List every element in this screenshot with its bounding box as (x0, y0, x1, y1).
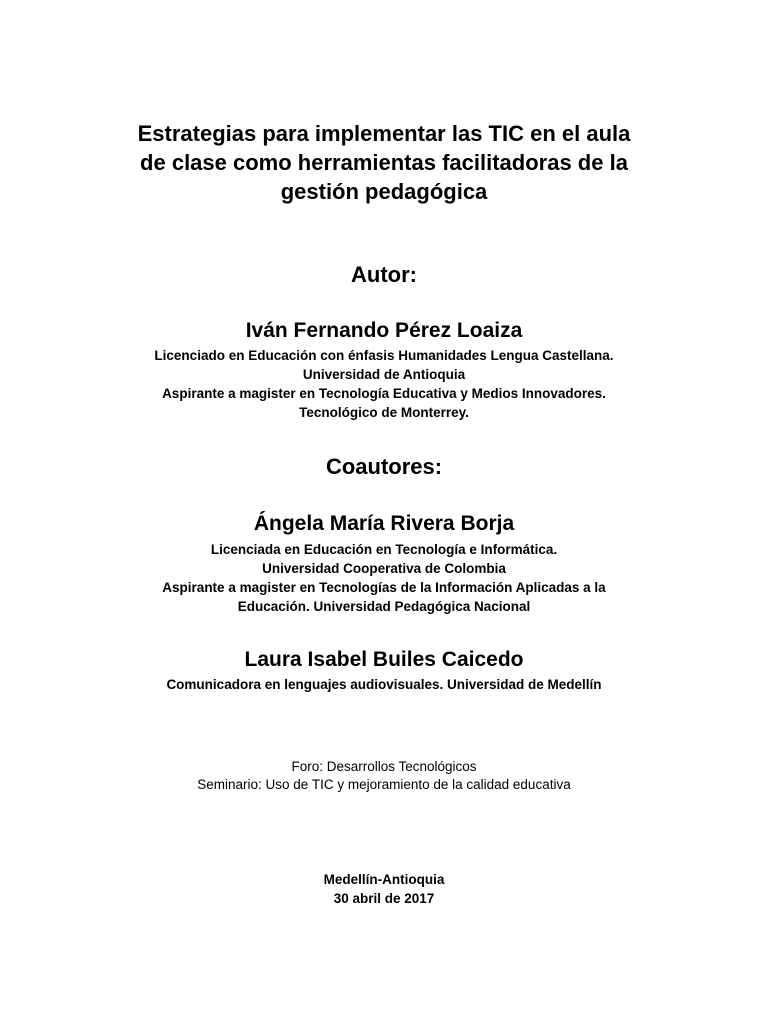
credential-line: Aspirante a magister en Tecnologías de la Información Aplicadas a la (162, 580, 606, 595)
credential-line: Educación. Universidad Pedagógica Nacional (237, 599, 531, 614)
credential-line: Aspirante a magister en Tecnología Educativa y Medios Innovadores. (162, 386, 606, 401)
title-line: de clase como herramientas facilitadoras de la (140, 150, 628, 175)
title-line: Estrategias para implementar las TIC en el aula (137, 121, 631, 146)
place-date (0, 870, 768, 908)
credential-line: Licenciado en Educación con énfasis Humanidades Lengua Castellana. (154, 348, 614, 363)
author-name: Iván Fernando Pérez Loaiza (245, 319, 523, 342)
document-title (0, 119, 768, 206)
credential-line: Universidad de Antioquia (302, 367, 466, 382)
coauthor-name: Laura Isabel Builes Caicedo (244, 648, 524, 671)
title-line: gestión pedagógica (280, 179, 488, 204)
credential-line: Licenciada en Educación en Tecnología e Informática. (210, 542, 558, 557)
forum-line: Foro: Desarrollos Tecnológicos (291, 759, 477, 774)
date-line: 30 abril de 2017 (333, 891, 435, 906)
coauthor-name: Ángela María Rivera Borja (253, 512, 515, 535)
coauthors-heading: Coautores: (325, 454, 443, 479)
credential-line: Comunicadora en lenguajes audiovisuales. Universidad de Medellín (166, 677, 602, 692)
coauthor-credentials (0, 540, 768, 616)
author-credentials (0, 346, 768, 422)
credential-line: Universidad Cooperativa de Colombia (262, 561, 506, 576)
seminar-line: Seminario: Uso de TIC y mejoramiento de la calidad educativa (197, 777, 571, 792)
place-line: Medellín-Antioquia (323, 872, 445, 887)
author-heading: Autor: (351, 262, 417, 287)
event-info (0, 758, 768, 794)
coauthor-credentials (0, 675, 768, 694)
credential-line: Tecnológico de Monterrey. (299, 405, 469, 420)
